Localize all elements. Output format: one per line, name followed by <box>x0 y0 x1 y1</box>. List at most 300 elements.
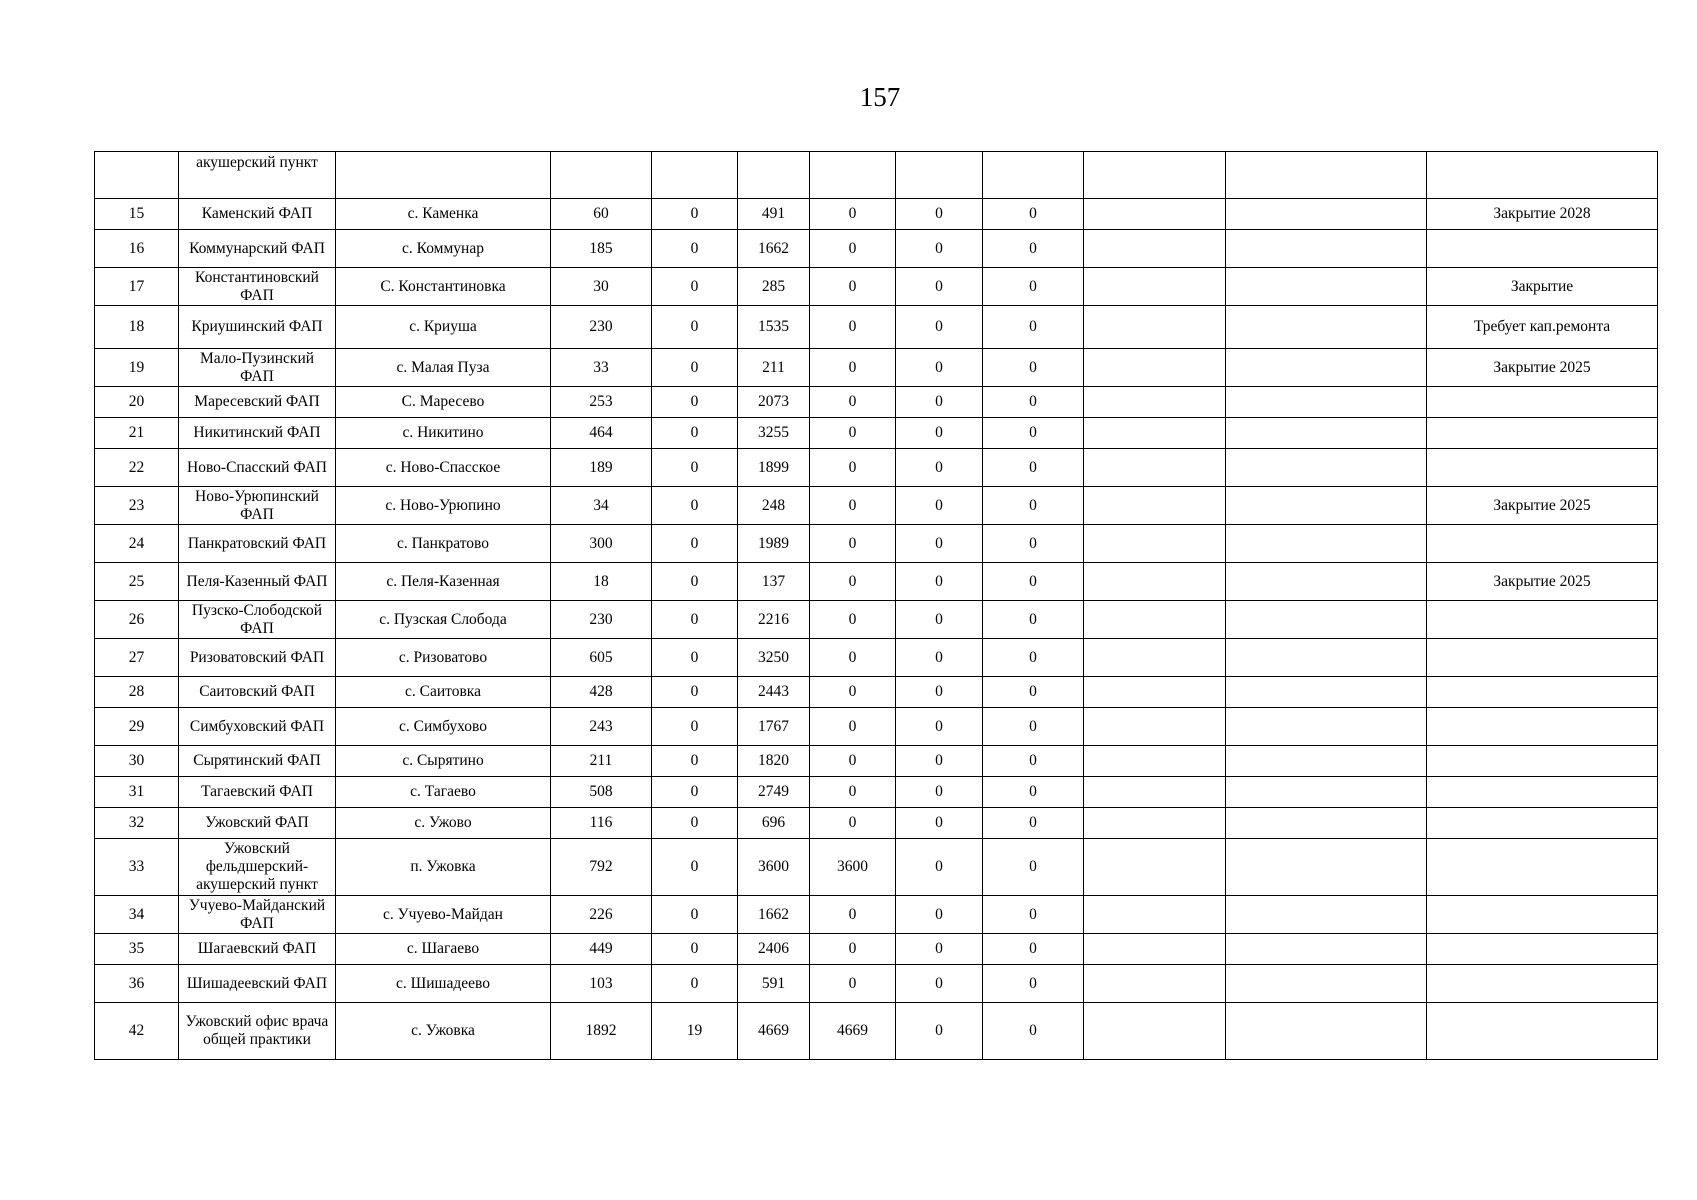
cell-c5: 0 <box>896 306 983 349</box>
cell-c8 <box>1226 601 1427 639</box>
cell-c3: 248 <box>738 487 810 525</box>
cell-location: с. Шагаево <box>336 934 551 965</box>
cell-num: 34 <box>95 896 179 934</box>
cell-c7 <box>1084 808 1226 839</box>
cell-note <box>1427 839 1658 896</box>
cell-c4: 4669 <box>810 1003 896 1060</box>
cell-num: 19 <box>95 349 179 387</box>
cell-c6: 0 <box>983 965 1084 1003</box>
cell-c1: 116 <box>551 808 652 839</box>
cell-num: 16 <box>95 230 179 268</box>
cell-c2: 0 <box>652 839 738 896</box>
cell-name: Каменский ФАП <box>179 199 336 230</box>
cell-note: Закрытие <box>1427 268 1658 306</box>
cell-c6 <box>983 152 1084 199</box>
cell-c7 <box>1084 418 1226 449</box>
cell-name: Мало-Пузинский ФАП <box>179 349 336 387</box>
cell-c8 <box>1226 230 1427 268</box>
cell-name: Тагаевский ФАП <box>179 777 336 808</box>
cell-c2: 0 <box>652 708 738 746</box>
cell-c8 <box>1226 525 1427 563</box>
cell-c4: 0 <box>810 525 896 563</box>
cell-c3: 2406 <box>738 934 810 965</box>
cell-c6: 0 <box>983 525 1084 563</box>
table-row <box>95 777 1658 808</box>
cell-c2 <box>652 152 738 199</box>
table-row <box>95 746 1658 777</box>
cell-name: Маресевский ФАП <box>179 387 336 418</box>
table-row <box>95 387 1658 418</box>
cell-location: с. Малая Пуза <box>336 349 551 387</box>
cell-c1: 185 <box>551 230 652 268</box>
cell-c5: 0 <box>896 525 983 563</box>
cell-note <box>1427 387 1658 418</box>
cell-c6: 0 <box>983 746 1084 777</box>
cell-c1: 103 <box>551 965 652 1003</box>
cell-name: Шишадеевский ФАП <box>179 965 336 1003</box>
cell-c4: 0 <box>810 230 896 268</box>
cell-c1: 253 <box>551 387 652 418</box>
cell-c7 <box>1084 934 1226 965</box>
cell-location: с. Каменка <box>336 199 551 230</box>
table-row <box>95 563 1658 601</box>
table-row <box>95 639 1658 677</box>
cell-location: с. Криуша <box>336 306 551 349</box>
table-row <box>95 839 1658 896</box>
cell-c4: 0 <box>810 199 896 230</box>
table-row <box>95 349 1658 387</box>
cell-num: 18 <box>95 306 179 349</box>
cell-num: 31 <box>95 777 179 808</box>
cell-c3: 1989 <box>738 525 810 563</box>
cell-name: Учуево-Майданский ФАП <box>179 896 336 934</box>
cell-c1: 243 <box>551 708 652 746</box>
cell-c1: 300 <box>551 525 652 563</box>
cell-c5: 0 <box>896 934 983 965</box>
cell-c8 <box>1226 934 1427 965</box>
cell-note <box>1427 934 1658 965</box>
cell-name: Криушинский ФАП <box>179 306 336 349</box>
cell-location: с. Панкратово <box>336 525 551 563</box>
cell-note: Требует кап.ремонта <box>1427 306 1658 349</box>
table-row <box>95 487 1658 525</box>
cell-note <box>1427 746 1658 777</box>
cell-name: Ризоватовский ФАП <box>179 639 336 677</box>
cell-c7 <box>1084 152 1226 199</box>
cell-c5: 0 <box>896 708 983 746</box>
cell-c6: 0 <box>983 1003 1084 1060</box>
cell-name: Шагаевский ФАП <box>179 934 336 965</box>
cell-note: Закрытие 2025 <box>1427 563 1658 601</box>
cell-c2: 0 <box>652 965 738 1003</box>
cell-c6: 0 <box>983 708 1084 746</box>
cell-c7 <box>1084 1003 1226 1060</box>
cell-c8 <box>1226 306 1427 349</box>
cell-c3: 3255 <box>738 418 810 449</box>
cell-c5: 0 <box>896 230 983 268</box>
table-row <box>95 306 1658 349</box>
cell-num: 33 <box>95 839 179 896</box>
cell-c1: 60 <box>551 199 652 230</box>
cell-c5: 0 <box>896 487 983 525</box>
cell-c7 <box>1084 777 1226 808</box>
cell-c6: 0 <box>983 563 1084 601</box>
cell-c1: 230 <box>551 601 652 639</box>
cell-c1: 428 <box>551 677 652 708</box>
cell-location: с. Саитовка <box>336 677 551 708</box>
table-row <box>95 708 1658 746</box>
cell-num: 28 <box>95 677 179 708</box>
cell-c5: 0 <box>896 965 983 1003</box>
cell-c7 <box>1084 387 1226 418</box>
cell-c5: 0 <box>896 199 983 230</box>
page-number: 157 <box>859 82 901 112</box>
cell-c5: 0 <box>896 268 983 306</box>
cell-c2: 0 <box>652 808 738 839</box>
cell-c7 <box>1084 965 1226 1003</box>
cell-name: Пеля-Казенный ФАП <box>179 563 336 601</box>
cell-c4: 0 <box>810 639 896 677</box>
cell-c7 <box>1084 708 1226 746</box>
cell-c4 <box>810 152 896 199</box>
cell-c8 <box>1226 487 1427 525</box>
table-row <box>95 230 1658 268</box>
cell-c6: 0 <box>983 777 1084 808</box>
cell-c5: 0 <box>896 677 983 708</box>
cell-c4: 0 <box>810 808 896 839</box>
cell-location: с. Ризоватово <box>336 639 551 677</box>
cell-location: с. Пузская Слобода <box>336 601 551 639</box>
cell-c7 <box>1084 896 1226 934</box>
cell-c6: 0 <box>983 230 1084 268</box>
cell-c2: 0 <box>652 896 738 934</box>
cell-c6: 0 <box>983 896 1084 934</box>
cell-location: с. Коммунар <box>336 230 551 268</box>
cell-c2: 19 <box>652 1003 738 1060</box>
cell-c1: 605 <box>551 639 652 677</box>
cell-c8 <box>1226 746 1427 777</box>
cell-c6: 0 <box>983 199 1084 230</box>
cell-c3: 285 <box>738 268 810 306</box>
cell-c1: 18 <box>551 563 652 601</box>
cell-c7 <box>1084 199 1226 230</box>
cell-c7 <box>1084 601 1226 639</box>
cell-c2: 0 <box>652 387 738 418</box>
cell-name: Сырятинский ФАП <box>179 746 336 777</box>
cell-location: с. Шишадеево <box>336 965 551 1003</box>
cell-c2: 0 <box>652 230 738 268</box>
cell-c3: 2749 <box>738 777 810 808</box>
cell-num: 15 <box>95 199 179 230</box>
cell-name: акушерский пункт <box>179 152 336 199</box>
cell-c3: 591 <box>738 965 810 1003</box>
table-row <box>95 199 1658 230</box>
cell-c7 <box>1084 306 1226 349</box>
cell-name: Ужовский офис врача общей практики <box>179 1003 336 1060</box>
cell-c7 <box>1084 839 1226 896</box>
cell-name: Ново-Спасский ФАП <box>179 449 336 487</box>
cell-num: 24 <box>95 525 179 563</box>
cell-name: Симбуховский ФАП <box>179 708 336 746</box>
cell-c5: 0 <box>896 896 983 934</box>
cell-c7 <box>1084 639 1226 677</box>
cell-c1: 30 <box>551 268 652 306</box>
cell-location: с. Тагаево <box>336 777 551 808</box>
cell-c2: 0 <box>652 639 738 677</box>
cell-name: Никитинский ФАП <box>179 418 336 449</box>
cell-c2: 0 <box>652 777 738 808</box>
cell-num: 36 <box>95 965 179 1003</box>
cell-name: Коммунарский ФАП <box>179 230 336 268</box>
facilities-table <box>94 151 1658 1060</box>
cell-c6: 0 <box>983 418 1084 449</box>
cell-c5: 0 <box>896 349 983 387</box>
cell-name: Ужовский фельдшерский-акушерский пункт <box>179 839 336 896</box>
cell-c4: 0 <box>810 965 896 1003</box>
cell-c2: 0 <box>652 601 738 639</box>
cell-c2: 0 <box>652 306 738 349</box>
cell-c3: 696 <box>738 808 810 839</box>
table-row <box>95 934 1658 965</box>
cell-c8 <box>1226 677 1427 708</box>
cell-c8 <box>1226 349 1427 387</box>
cell-c8 <box>1226 418 1427 449</box>
cell-location: с. Пеля-Казенная <box>336 563 551 601</box>
cell-c5: 0 <box>896 777 983 808</box>
cell-c2: 0 <box>652 525 738 563</box>
cell-location: С. Константиновка <box>336 268 551 306</box>
cell-c3: 211 <box>738 349 810 387</box>
cell-c2: 0 <box>652 268 738 306</box>
table-row <box>95 896 1658 934</box>
cell-note: Закрытие 2025 <box>1427 487 1658 525</box>
cell-note: Закрытие 2028 <box>1427 199 1658 230</box>
cell-note <box>1427 230 1658 268</box>
cell-c3: 1535 <box>738 306 810 349</box>
cell-c8 <box>1226 268 1427 306</box>
cell-c6: 0 <box>983 677 1084 708</box>
cell-c4: 0 <box>810 268 896 306</box>
cell-c3: 2443 <box>738 677 810 708</box>
cell-note <box>1427 525 1658 563</box>
cell-c7 <box>1084 230 1226 268</box>
cell-c7 <box>1084 349 1226 387</box>
cell-num: 26 <box>95 601 179 639</box>
cell-location: п. Ужовка <box>336 839 551 896</box>
cell-c1: 226 <box>551 896 652 934</box>
cell-c4: 0 <box>810 746 896 777</box>
cell-c2: 0 <box>652 418 738 449</box>
cell-name: Ужовский ФАП <box>179 808 336 839</box>
cell-c4: 0 <box>810 449 896 487</box>
cell-c4: 0 <box>810 708 896 746</box>
cell-c1: 189 <box>551 449 652 487</box>
table-row <box>95 268 1658 306</box>
cell-c2: 0 <box>652 563 738 601</box>
cell-c7 <box>1084 268 1226 306</box>
cell-c5: 0 <box>896 601 983 639</box>
cell-note <box>1427 1003 1658 1060</box>
cell-c1: 449 <box>551 934 652 965</box>
cell-name: Константиновский ФАП <box>179 268 336 306</box>
cell-c8 <box>1226 965 1427 1003</box>
cell-c3: 2073 <box>738 387 810 418</box>
cell-num: 42 <box>95 1003 179 1060</box>
cell-num: 22 <box>95 449 179 487</box>
cell-c3: 3250 <box>738 639 810 677</box>
cell-c5: 0 <box>896 808 983 839</box>
cell-c6: 0 <box>983 487 1084 525</box>
cell-c8 <box>1226 387 1427 418</box>
cell-c2: 0 <box>652 934 738 965</box>
cell-c8 <box>1226 449 1427 487</box>
cell-c1: 1892 <box>551 1003 652 1060</box>
cell-num: 21 <box>95 418 179 449</box>
cell-c5: 0 <box>896 387 983 418</box>
cell-c7 <box>1084 487 1226 525</box>
cell-c7 <box>1084 563 1226 601</box>
table-row <box>95 965 1658 1003</box>
cell-c8 <box>1226 777 1427 808</box>
cell-c2: 0 <box>652 746 738 777</box>
cell-c5: 0 <box>896 418 983 449</box>
table-row <box>95 601 1658 639</box>
cell-name: Ново-Урюпинский ФАП <box>179 487 336 525</box>
cell-note <box>1427 777 1658 808</box>
cell-note <box>1427 152 1658 199</box>
cell-location: с. Ново-Спасское <box>336 449 551 487</box>
cell-location <box>336 152 551 199</box>
cell-c5: 0 <box>896 639 983 677</box>
cell-c4: 0 <box>810 418 896 449</box>
cell-c8 <box>1226 896 1427 934</box>
cell-name: Саитовский ФАП <box>179 677 336 708</box>
cell-c8 <box>1226 1003 1427 1060</box>
cell-c6: 0 <box>983 839 1084 896</box>
cell-c5: 0 <box>896 746 983 777</box>
cell-c8 <box>1226 199 1427 230</box>
cell-c2: 0 <box>652 349 738 387</box>
cell-c4: 0 <box>810 601 896 639</box>
cell-c1: 211 <box>551 746 652 777</box>
cell-note <box>1427 965 1658 1003</box>
cell-c3: 491 <box>738 199 810 230</box>
cell-note <box>1427 677 1658 708</box>
cell-num: 23 <box>95 487 179 525</box>
cell-c6: 0 <box>983 449 1084 487</box>
cell-num: 30 <box>95 746 179 777</box>
cell-name: Пузско-Слободской ФАП <box>179 601 336 639</box>
cell-note <box>1427 639 1658 677</box>
cell-c5: 0 <box>896 449 983 487</box>
cell-note <box>1427 601 1658 639</box>
cell-location: с. Никитино <box>336 418 551 449</box>
table-row <box>95 677 1658 708</box>
table-row <box>95 808 1658 839</box>
cell-c4: 3600 <box>810 839 896 896</box>
table-row <box>95 449 1658 487</box>
table-row <box>95 418 1658 449</box>
cell-c3: 3600 <box>738 839 810 896</box>
cell-c3: 2216 <box>738 601 810 639</box>
cell-c4: 0 <box>810 306 896 349</box>
cell-c4: 0 <box>810 934 896 965</box>
cell-c2: 0 <box>652 677 738 708</box>
cell-c6: 0 <box>983 268 1084 306</box>
cell-note <box>1427 708 1658 746</box>
cell-c4: 0 <box>810 487 896 525</box>
cell-num: 20 <box>95 387 179 418</box>
cell-c3 <box>738 152 810 199</box>
cell-c8 <box>1226 563 1427 601</box>
cell-c4: 0 <box>810 677 896 708</box>
cell-c8 <box>1226 152 1427 199</box>
cell-num: 17 <box>95 268 179 306</box>
cell-c3: 137 <box>738 563 810 601</box>
cell-c2: 0 <box>652 449 738 487</box>
cell-c3: 1662 <box>738 896 810 934</box>
cell-c4: 0 <box>810 777 896 808</box>
cell-c2: 0 <box>652 199 738 230</box>
cell-c4: 0 <box>810 349 896 387</box>
cell-c8 <box>1226 708 1427 746</box>
cell-c6: 0 <box>983 306 1084 349</box>
cell-num: 32 <box>95 808 179 839</box>
cell-c5: 0 <box>896 1003 983 1060</box>
table-body <box>95 152 1658 1060</box>
cell-note: Закрытие 2025 <box>1427 349 1658 387</box>
table-row <box>95 1003 1658 1060</box>
cell-c6: 0 <box>983 601 1084 639</box>
cell-c6: 0 <box>983 639 1084 677</box>
cell-note <box>1427 418 1658 449</box>
cell-c5: 0 <box>896 839 983 896</box>
cell-c7 <box>1084 449 1226 487</box>
cell-num: 29 <box>95 708 179 746</box>
cell-location: с. Учуево-Майдан <box>336 896 551 934</box>
cell-num: 35 <box>95 934 179 965</box>
cell-note <box>1427 896 1658 934</box>
cell-c3: 1820 <box>738 746 810 777</box>
cell-location: с. Сырятино <box>336 746 551 777</box>
cell-c6: 0 <box>983 349 1084 387</box>
cell-c8 <box>1226 839 1427 896</box>
cell-name: Панкратовский ФАП <box>179 525 336 563</box>
cell-c6: 0 <box>983 808 1084 839</box>
cell-c4: 0 <box>810 896 896 934</box>
cell-c1: 792 <box>551 839 652 896</box>
cell-c1: 34 <box>551 487 652 525</box>
cell-c6: 0 <box>983 387 1084 418</box>
cell-num: 25 <box>95 563 179 601</box>
cell-c3: 4669 <box>738 1003 810 1060</box>
cell-c5 <box>896 152 983 199</box>
cell-c3: 1899 <box>738 449 810 487</box>
table-row-continuation <box>95 152 1658 199</box>
cell-location: с. Ужово <box>336 808 551 839</box>
cell-num <box>95 152 179 199</box>
cell-c1 <box>551 152 652 199</box>
cell-note <box>1427 808 1658 839</box>
cell-c1: 508 <box>551 777 652 808</box>
cell-num: 27 <box>95 639 179 677</box>
cell-c5: 0 <box>896 563 983 601</box>
cell-c4: 0 <box>810 563 896 601</box>
table-row <box>95 525 1658 563</box>
cell-c1: 230 <box>551 306 652 349</box>
cell-note <box>1427 449 1658 487</box>
cell-c7 <box>1084 746 1226 777</box>
